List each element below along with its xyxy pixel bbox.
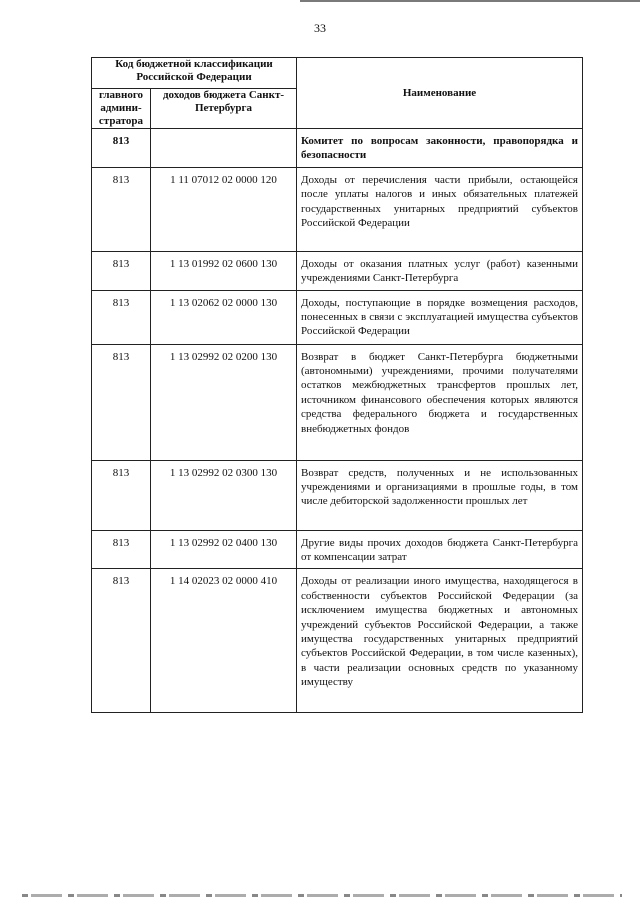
row-admin-code: 813 [92, 460, 151, 530]
row-name: Доходы от перечисления части прибыли, остающейся после уплаты налогов и иных обязательных платежей государственных унитарных предприятий субъектов Российской Федерации [297, 167, 583, 251]
header-classification-code: Код бюджетной классификации Российской Федерации [92, 58, 297, 89]
table-row [92, 290, 583, 344]
page-number: 33 [314, 21, 326, 35]
table-row [92, 569, 583, 713]
row-admin-code: 813 [92, 129, 151, 168]
row-revenue-code [151, 129, 297, 168]
table-header-row [92, 58, 583, 89]
scan-top-edge [300, 0, 640, 2]
row-admin-code: 813 [92, 530, 151, 569]
row-revenue-code: 1 13 01992 02 0600 130 [151, 251, 297, 290]
row-admin-code: 813 [92, 290, 151, 344]
table-row [92, 530, 583, 569]
row-revenue-code: 1 13 02992 02 0400 130 [151, 530, 297, 569]
row-revenue-code: 1 13 02062 02 0000 130 [151, 290, 297, 344]
header-revenue-code: доходов бюджета Санкт-Петербурга [151, 89, 297, 129]
row-admin-code: 813 [92, 251, 151, 290]
row-revenue-code: 1 13 02992 02 0300 130 [151, 460, 297, 530]
row-revenue-code: 1 13 02992 02 0200 130 [151, 344, 297, 460]
header-main-administrator: главного админи-стратора [92, 89, 151, 129]
row-name: Доходы от реализации иного имущества, находящегося в собственности субъектов Российской Федерации (за исключением имущества бюджетных и автономных учреждений субъектов Российской Федерации, а также имущества государственных унитарных предприятий субъектов Российской Федерации, в том числе казенных), в части реализации основных средств по указанному имуществу [297, 569, 583, 713]
row-admin-code: 813 [92, 569, 151, 713]
table-row [92, 460, 583, 530]
row-revenue-code: 1 11 07012 02 0000 120 [151, 167, 297, 251]
row-revenue-code: 1 14 02023 02 0000 410 [151, 569, 297, 713]
row-admin-code: 813 [92, 344, 151, 460]
row-name: Доходы, поступающие в порядке возмещения расходов, понесенных в связи с эксплуатацией имущества субъектов Российской Федерации [297, 290, 583, 344]
budget-classification-table [91, 57, 583, 713]
row-name: Возврат в бюджет Санкт-Петербурга бюджетными (автономными) учреждениями, прочими получателями остатков межбюджетных трансфертов прошлых лет, источником финансового обеспечения которых являются средства федерального бюджета и государственных внебюджетных фондов [297, 344, 583, 460]
table-row [92, 251, 583, 290]
header-name: Наименование [297, 58, 583, 129]
scan-bottom-edge [22, 894, 622, 897]
table-row [92, 167, 583, 251]
table-row [92, 344, 583, 460]
row-admin-code: 813 [92, 167, 151, 251]
row-name: Комитет по вопросам законности, правопорядка и безопасности [297, 129, 583, 168]
table-body [92, 129, 583, 713]
row-name: Доходы от оказания платных услуг (работ) казенными учреждениями Санкт-Петербурга [297, 251, 583, 290]
row-name: Возврат средств, полученных и не использованных учреждениями и организациями в прошлые годы, в том числе дебиторской задолженности прошлых лет [297, 460, 583, 530]
table-row [92, 129, 583, 168]
row-name: Другие виды прочих доходов бюджета Санкт-Петербурга от компенсации затрат [297, 530, 583, 569]
